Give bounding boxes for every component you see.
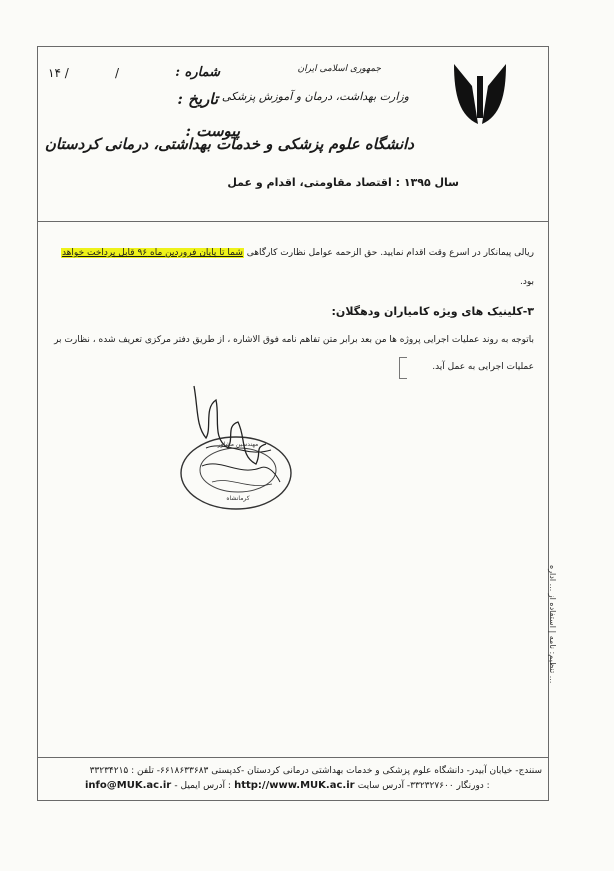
number-label: شماره : <box>175 65 220 80</box>
footer-address: سنندج- خیابان آبیدر- دانشگاه علوم پزشکی و خدمات بهداشتی درمانی کردستان -کدپستی ۶۶۱۸۶۳۳۶۸۳- تلفن : ۳۳۲۳۴۲۱۵ <box>89 766 542 776</box>
footer-email-label: - آدرس ایمیل : <box>174 781 231 791</box>
footer-fax: دورنگار ۳۳۲۳۲۷۶۰۰- آدرس سایت : <box>357 781 490 791</box>
stamp-text-2: کرمانشاه <box>226 495 250 502</box>
university-logo <box>450 56 510 126</box>
republic-label: جمهوری اسلامی ایران <box>297 64 381 74</box>
margin-bracket <box>399 357 407 379</box>
header-divider <box>37 221 549 222</box>
paragraph-line-1: باتوجه به روند عملیات اجرایی پروژه ها من بعد برابر متن تفاهم نامه فوق الاشاره ، از طریق دفتر مرکزی تعریف شده ، نظارت بر <box>54 335 534 345</box>
footer-divider <box>37 757 549 758</box>
footer-website[interactable]: http://www.MUK.ac.ir <box>234 780 355 791</box>
stamp-text-1: مهندسین مشاور <box>217 441 259 448</box>
ministry-label: وزارت بهداشت، درمان و آموزش پزشکی <box>221 90 409 103</box>
year-motto: سال ۱۳۹۵ : اقتصاد مقاومتی، اقدام و عمل <box>227 176 459 189</box>
body-line-2: بود. <box>519 277 534 287</box>
body-line-1-start: ریالی پیمانکار در اسرع وقت اقدام نمایید. حق الزحمه عوامل نظارت کارگاهی <box>246 248 534 258</box>
body-line-1 <box>61 248 534 258</box>
body-line-1-highlight: شما تا پایان فروردین ماه ۹۶ قابل پرداخت خواهد <box>61 248 243 258</box>
number-slash: / <box>115 66 120 80</box>
university-name: دانشگاه علوم پزشکی و خدمات بهداشتی، درمانی کردستان <box>44 135 414 153</box>
section-heading: ۳-کلینیک های ویژه کامیاران ودهگلان: <box>331 305 534 318</box>
paragraph-line-2: عملیات اجرایی به عمل آید. <box>432 362 534 372</box>
number-value: ۱۴ / <box>48 66 69 80</box>
footer-email[interactable]: info@MUK.ac.ir <box>85 780 172 791</box>
official-stamp-signature <box>176 378 301 518</box>
footer-contact <box>85 780 490 791</box>
attachment-label: پیوست : <box>185 122 240 140</box>
side-vertical-text: تنظیم: نامه | استفاده از ... اداره ... <box>548 565 557 684</box>
date-label: تاریخ : <box>177 90 218 108</box>
